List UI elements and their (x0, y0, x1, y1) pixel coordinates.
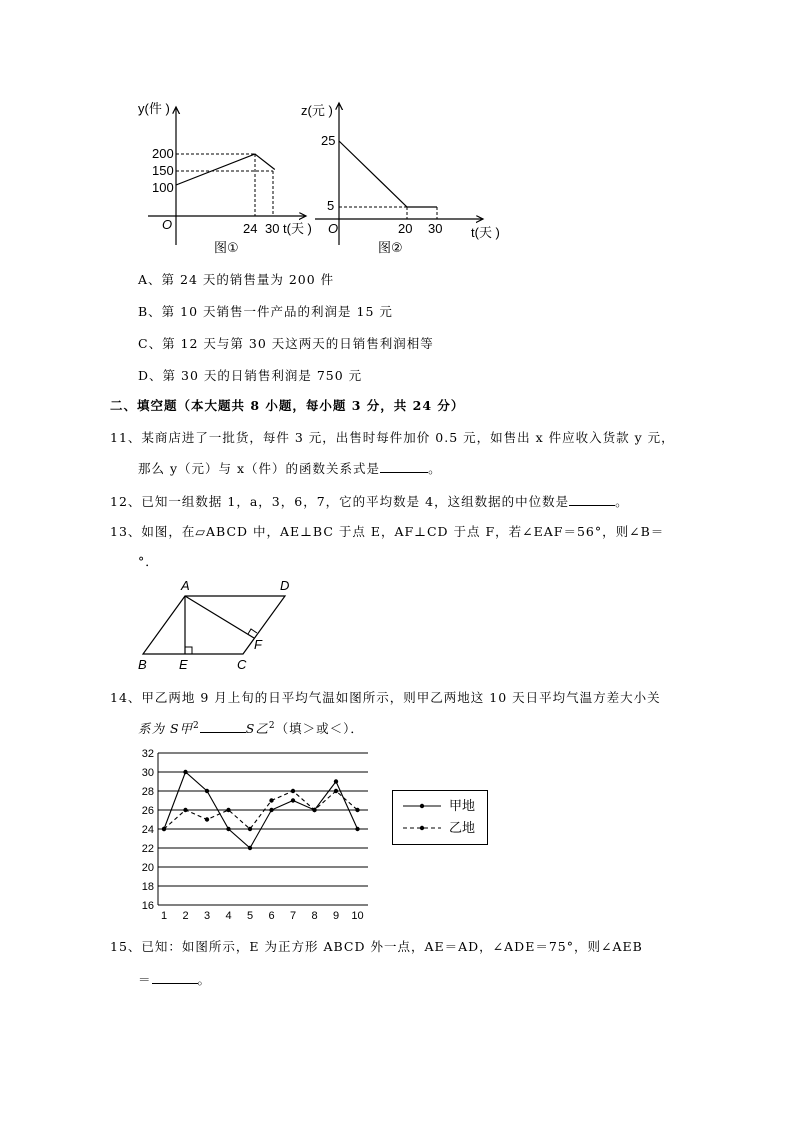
fig2-origin: O (328, 221, 339, 236)
fig1-x-label: t(天 ) (283, 221, 312, 236)
segment-af (185, 596, 254, 638)
q11-line1: 11、某商店进了一批货，每件 3 元，出售时每件加价 0.5 元，如售出 x 件应收入货款 y 元， (110, 430, 675, 445)
q15-eq: ＝ (138, 972, 152, 987)
fig2-tick-30: 30 (428, 221, 443, 236)
y-tick-label-16: 16 (141, 900, 154, 912)
point-yi-2 (183, 808, 187, 812)
x-tick-label-5: 5 (246, 910, 254, 922)
fig1-tick-150: 150 (152, 163, 174, 178)
q11-line2-text: 那么 y（元）与 x（件）的函数关系式是 (138, 461, 381, 476)
legend-marker-jia (420, 804, 424, 808)
q12 (110, 492, 629, 510)
y-tick-label-20: 20 (141, 862, 154, 874)
legend-label-jia: 甲地 (449, 798, 476, 813)
x-tick-label-6: 6 (268, 910, 275, 922)
point-jia-2 (183, 770, 187, 774)
point-yi-10 (355, 808, 359, 812)
y-tick-label-26: 26 (141, 805, 154, 817)
fig2-data-line (339, 141, 437, 207)
q15-answer-blank[interactable] (152, 971, 198, 984)
point-jia-5 (248, 846, 252, 850)
q13-parallelogram-figure (130, 575, 305, 675)
label-e: E (179, 657, 188, 672)
point-jia-3 (205, 789, 209, 793)
x-tick-label-3: 3 (203, 910, 211, 922)
point-yi-1 (162, 827, 166, 831)
q13-line2: °． (138, 554, 159, 569)
point-yi-6 (269, 798, 273, 802)
fig1-origin: O (162, 217, 173, 232)
q14-hint: （填＞或＜）． (275, 721, 364, 736)
q12-end: 。 (615, 494, 629, 509)
point-yi-5 (248, 827, 252, 831)
point-yi-9 (334, 789, 338, 793)
chart-legend (392, 790, 488, 845)
option-b: B、第 10 天销售一件产品的利润是 15 元 (138, 304, 393, 319)
fig1-tick-200: 200 (152, 146, 174, 161)
q14-sup-1: 2 (193, 720, 200, 731)
legend-label-yi: 乙地 (449, 820, 476, 835)
q11-line2 (138, 459, 442, 477)
figure-2-unit-profit (295, 95, 510, 260)
q14-line1: 14、甲乙两地 9 月上旬的日平均气温如图所示，则甲乙两地这 10 天日平均气温方差大小关 (110, 690, 661, 705)
label-d: D (280, 578, 290, 593)
fig2-tick-20: 20 (398, 221, 413, 236)
fig1-tick-30: 30 (265, 221, 280, 236)
y-tick-label-18: 18 (141, 881, 154, 893)
y-tick-label-30: 30 (141, 767, 154, 779)
parallelogram-abcd (143, 596, 285, 654)
legend-marker-yi (420, 826, 424, 830)
option-c: C、第 12 天与第 30 天这两天的日销售利润相等 (138, 336, 434, 351)
point-yi-3 (205, 817, 209, 821)
fig2-x-label: t(天 ) (471, 225, 500, 240)
q14-answer-blank[interactable] (200, 720, 246, 733)
fig2-tick-25: 25 (321, 133, 336, 148)
fig1-tick-24: 24 (243, 221, 258, 236)
x-tick-label-2: 2 (182, 910, 189, 922)
option-a: A、第 24 天的销售量为 200 件 (138, 272, 335, 287)
figure-1-sales-volume (130, 95, 320, 260)
point-jia-9 (334, 779, 338, 783)
q14-s-yi: S乙 (245, 721, 269, 736)
x-tick-label-4: 4 (225, 910, 232, 922)
label-a: A (181, 578, 190, 593)
section-title: 二、填空题（本大题共 8 小题，每小题 3 分，共 24 分） (110, 398, 465, 413)
option-d: D、第 30 天的日销售利润是 750 元 (138, 368, 363, 383)
fig2-y-label: z(元 ) (301, 103, 333, 118)
point-jia-4 (226, 827, 230, 831)
q13-line1: 13、如图，在▱ABCD 中，AE⊥BC 于点 E，AF⊥CD 于点 F，若∠EAF＝56°，则∠B＝ (110, 524, 665, 539)
fig1-data-line (176, 154, 275, 185)
label-f: F (254, 637, 262, 652)
right-angle-e (185, 647, 192, 654)
point-jia-7 (291, 798, 295, 802)
q15-line1: 15、已知：如图所示，E 为正方形 ABCD 外一点，AE＝AD，∠ADE＝75°，则∠AEB (110, 939, 643, 954)
q11-answer-blank[interactable] (380, 460, 428, 473)
fig2-tick-5: 5 (327, 198, 335, 213)
point-yi-8 (312, 808, 316, 812)
point-jia-6 (269, 808, 273, 812)
q11-line2-end: 。 (428, 461, 442, 476)
q15-line2 (138, 970, 211, 988)
x-tick-label-10: 10 (351, 910, 364, 922)
q12-text: 12、已知一组数据 1，a，3，6，7，它的平均数是 4，这组数据的中位数是 (110, 494, 570, 509)
q12-answer-blank[interactable] (569, 493, 615, 506)
y-tick-label-24: 24 (141, 824, 154, 836)
x-tick-label-8: 8 (311, 910, 318, 922)
temperature-line-chart (130, 745, 375, 925)
label-c: C (237, 657, 247, 672)
q14-s-jia: 系为 S甲 (138, 721, 194, 736)
x-tick-label-1: 1 (160, 910, 168, 922)
y-tick-label-22: 22 (141, 843, 154, 855)
label-b: B (138, 657, 147, 672)
q15-end: 。 (197, 972, 212, 987)
fig1-tick-100: 100 (152, 180, 174, 195)
point-yi-4 (226, 808, 230, 812)
q14-line2 (138, 719, 364, 737)
y-tick-label-32: 32 (141, 748, 154, 760)
fig1-caption: 图① (214, 240, 239, 255)
q14-sup-2: 2 (268, 720, 276, 731)
x-tick-label-7: 7 (289, 910, 297, 922)
x-tick-label-9: 9 (332, 910, 340, 922)
fig1-y-label: y(件 ) (138, 101, 170, 116)
right-angle-f (248, 629, 257, 634)
point-jia-10 (355, 827, 359, 831)
point-yi-7 (291, 789, 295, 793)
y-tick-label-28: 28 (141, 786, 154, 798)
fig2-caption: 图② (378, 240, 403, 255)
